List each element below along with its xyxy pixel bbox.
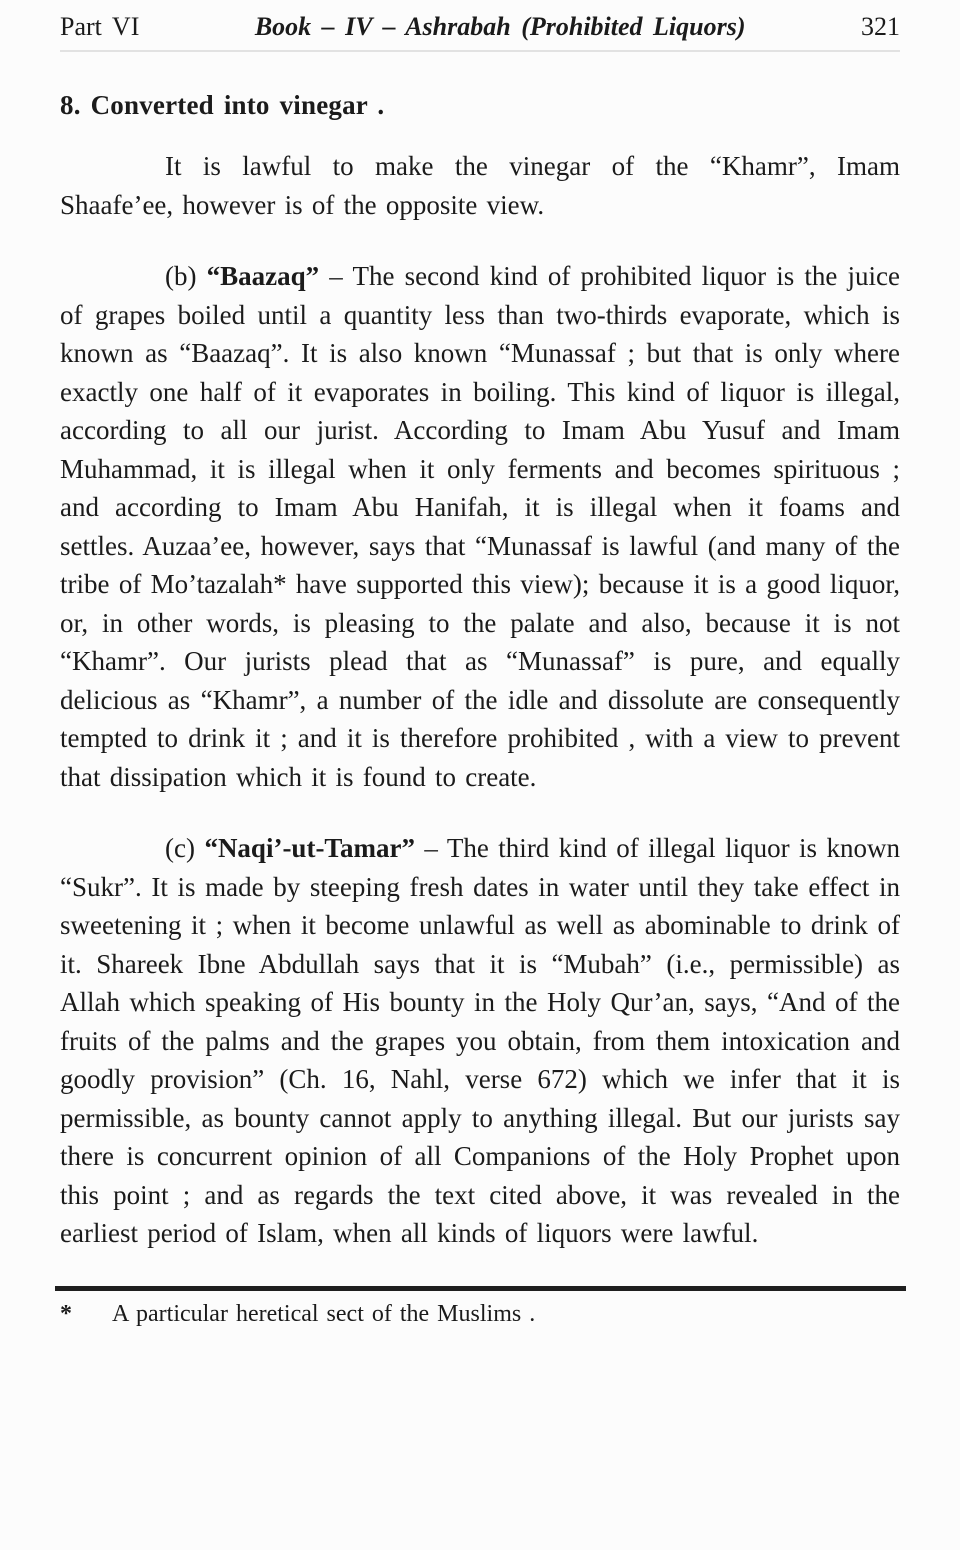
paragraph-naqi-ut-tamar: [60, 829, 900, 1253]
paragraph-lead: (c): [165, 833, 205, 863]
paragraph-bold-term: “Baazaq”: [206, 261, 320, 291]
paragraph-text: – The second kind of prohibited liquor is the juice of grapes boiled until a quantity less than two-thirds evaporate, which is known as “Baazaq”. It is also known “Munassaf ; but that is only where exactly one half of it evaporates in boiling. This kind of liquor is illegal, according to all our jurist. According to Imam Abu Yusuf and Imam Muhammad, it is illegal when it only ferments and becomes spirituous ; and according to Imam Abu Hanifah, it is illegal when it foams and settles. Auzaa’ee, however, says that “Munassaf is lawful (and many of the tribe of Mo’tazalah* have supported this view); because it is a good liquor, or, in other words, is pleasing to the palate and also, because it is not “Khamr”. Our jurists plead that as “Munassaf” is pure, and equally delicious as “Khamr”, a number of the idle and dissolute are consequently tempted to drink it ; and it is therefore prohibited , with a view to prevent that dissipation which it is found to create.: [60, 261, 901, 792]
footnote-block: [60, 1286, 900, 1328]
paragraph-bold-term: “Naqi’-ut-Tamar”: [204, 833, 415, 863]
paragraph-baazaq: [60, 257, 900, 796]
footnote-divider: [55, 1286, 906, 1291]
header-page-number: 321: [861, 12, 900, 41]
footnote-asterisk-marker: *: [60, 1300, 72, 1327]
paragraph-lead: (b): [165, 261, 207, 291]
paragraph-vinegar: [60, 147, 900, 224]
footnote: [60, 1301, 900, 1328]
paragraph-text: It is lawful to make the vinegar of the “Khamr”, Imam Shaafe’ee, however is of the opposite view.: [60, 151, 900, 220]
paragraph-text: – The third kind of illegal liquor is known “Sukr”. It is made by steeping fresh dates in water until they take effect in sweetening it ; when it become unlawful as well as abominable to drink of it. Shareek Ibne Abdullah says that it is “Mubah” (i.e., permissible) as Allah which speaking of His bounty in the Holy Qur’an, says, “And of the fruits of the palms and the grapes you obtain, from them intoxication and goodly provision” (Ch. 16, Nahl, verse 672) which we infer that it is permissible, as bounty cannot apply to anything illegal. But our jurists say there is concurrent opinion of all Companions of the Holy Prophet upon this point ; and as regards the text cited above, it was revealed in the earliest period of Islam, when all kinds of liquors were lawful.: [60, 833, 901, 1248]
section-heading: 8. Converted into vinegar .: [60, 90, 385, 120]
header-part-label: Part VI: [60, 12, 140, 41]
footnote-text: A particular heretical sect of the Muslims .: [112, 1300, 536, 1327]
header-book-title: Book – IV – Ashrabah (Prohibited Liquors): [254, 12, 746, 41]
running-header: [60, 12, 900, 52]
